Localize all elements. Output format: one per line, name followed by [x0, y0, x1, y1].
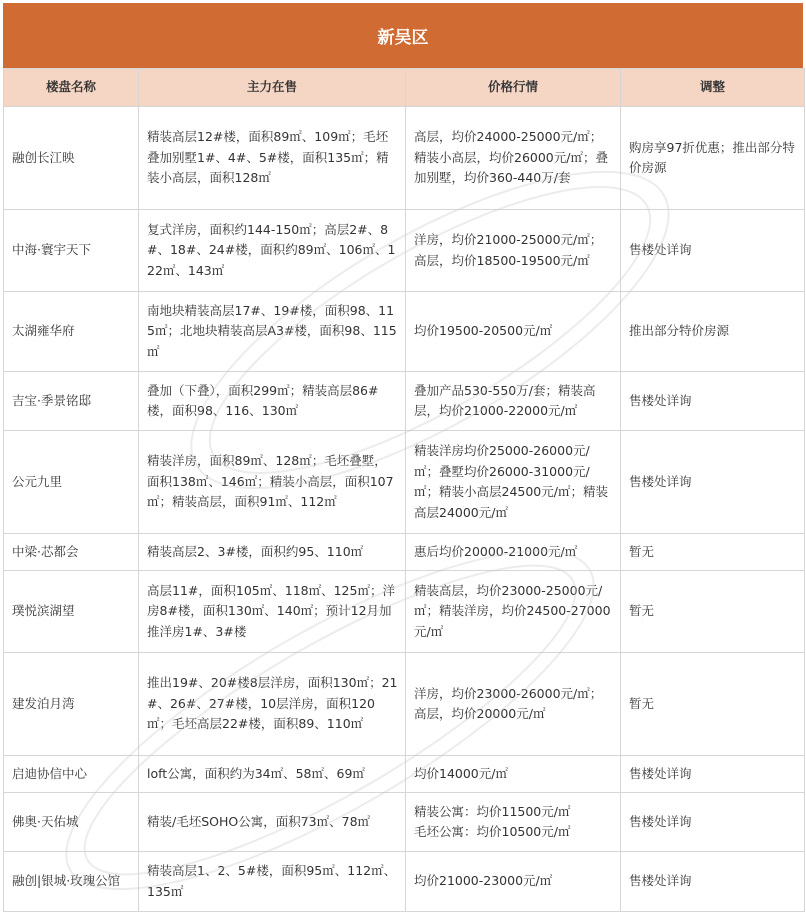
price-info: 均价19500-20500元/㎡: [406, 292, 621, 372]
header-price: 价格行情: [406, 69, 621, 107]
table-row: [4, 756, 805, 793]
table-row: [4, 852, 805, 912]
table-row: [4, 571, 805, 653]
table-row: [4, 534, 805, 571]
main-sale: 推出19#、20#楼8层洋房，面积130㎡；21#、26#、27#楼，10层洋房，面积120㎡；毛坯高层22#楼，面积89、110㎡: [139, 653, 406, 756]
adjustment: 购房享97折优惠；推出部分特价房源: [621, 107, 805, 210]
price-info: 均价21000-23000元/㎡: [406, 852, 621, 912]
price-info: 精装高层，均价23000-25000元/㎡；精装洋房，均价24500-27000元/㎡: [406, 571, 621, 653]
main-sale: 精装高层1、2、5#楼，面积95㎡、112㎡、135㎡: [139, 852, 406, 912]
main-sale: 南地块精装高层17#、19#楼，面积98、115㎡；北地块精装高层A3#楼，面积98、115㎡: [139, 292, 406, 372]
header-project-name: 楼盘名称: [4, 69, 139, 107]
price-table: [3, 68, 805, 912]
adjustment: 售楼处详询: [621, 793, 805, 852]
price-info: 叠加产品530-550万/套；精装高层，均价21000-22000元/㎡: [406, 372, 621, 431]
table-row: [4, 653, 805, 756]
price-info: 高层，均价24000-25000元/㎡；精装小高层，均价26000元/㎡；叠加别墅，均价360-440万/套: [406, 107, 621, 210]
project-name: 吉宝·季景铭邸: [4, 372, 139, 431]
project-name: 中梁·芯都会: [4, 534, 139, 571]
table-row: [4, 793, 805, 852]
price-info: 精装洋房均价25000-26000元/㎡；叠墅均价26000-31000元/㎡；精装小高层24500元/㎡；精装高层24000元/㎡: [406, 431, 621, 534]
main-sale: 高层11#，面积105㎡、118㎡、125㎡；洋房8#楼，面积130㎡、140㎡；预计12月加推洋房1#、3#楼: [139, 571, 406, 653]
table-row: [4, 107, 805, 210]
project-name: 太湖雍华府: [4, 292, 139, 372]
adjustment: 售楼处详询: [621, 372, 805, 431]
adjustment: 暂无: [621, 534, 805, 571]
main-sale: 叠加（下叠），面积299㎡；精装高层86#楼，面积98、116、130㎡: [139, 372, 406, 431]
adjustment: 售楼处详询: [621, 756, 805, 793]
project-name: 启迪协信中心: [4, 756, 139, 793]
project-name: 璞悦滨湖望: [4, 571, 139, 653]
main-sale: loft公寓，面积约为34㎡、58㎡、69㎡: [139, 756, 406, 793]
table-title: 新吴区: [3, 3, 803, 68]
table-row: [4, 292, 805, 372]
adjustment: 推出部分特价房源: [621, 292, 805, 372]
table-row: [4, 431, 805, 534]
main-sale: 精装/毛坯SOHO公寓，面积73㎡、78㎡: [139, 793, 406, 852]
adjustment: 售楼处详询: [621, 210, 805, 292]
project-name: 公元九里: [4, 431, 139, 534]
table-row: [4, 372, 805, 431]
header-row: [4, 69, 805, 107]
project-name: 建发泊月湾: [4, 653, 139, 756]
price-info: 惠后均价20000-21000元/㎡: [406, 534, 621, 571]
price-info: 洋房，均价23000-26000元/㎡；高层，均价20000元/㎡: [406, 653, 621, 756]
project-name: 佛奥·天佑城: [4, 793, 139, 852]
price-info: 均价14000元/㎡: [406, 756, 621, 793]
price-info: 精装公寓：均价11500元/㎡ 毛坯公寓：均价10500元/㎡: [406, 793, 621, 852]
header-main-sale: 主力在售: [139, 69, 406, 107]
price-info: 洋房，均价21000-25000元/㎡；高层，均价18500-19500元/㎡: [406, 210, 621, 292]
header-adjustment: 调整: [621, 69, 805, 107]
adjustment: 暂无: [621, 571, 805, 653]
adjustment: 售楼处详询: [621, 852, 805, 912]
main-sale: 复式洋房，面积约144-150㎡；高层2#、8#、18#、24#楼，面积约89㎡、106㎡、122㎡、143㎡: [139, 210, 406, 292]
main-sale: 精装高层12#楼，面积89㎡、109㎡；毛坯叠加别墅1#、4#、5#楼，面积135㎡；精装小高层，面积128㎡: [139, 107, 406, 210]
project-name: 融创|银城·玫瑰公馆: [4, 852, 139, 912]
project-name: 融创长江映: [4, 107, 139, 210]
project-name: 中海·寰宇天下: [4, 210, 139, 292]
main-sale: 精装高层2、3#楼，面积约95、110㎡: [139, 534, 406, 571]
adjustment: 暂无: [621, 653, 805, 756]
main-sale: 精装洋房，面积89㎡、128㎡；毛坯叠墅，面积138㎡、146㎡；精装小高层，面积107㎡；精装高层，面积91㎡、112㎡: [139, 431, 406, 534]
adjustment: 售楼处详询: [621, 431, 805, 534]
table-row: [4, 210, 805, 292]
